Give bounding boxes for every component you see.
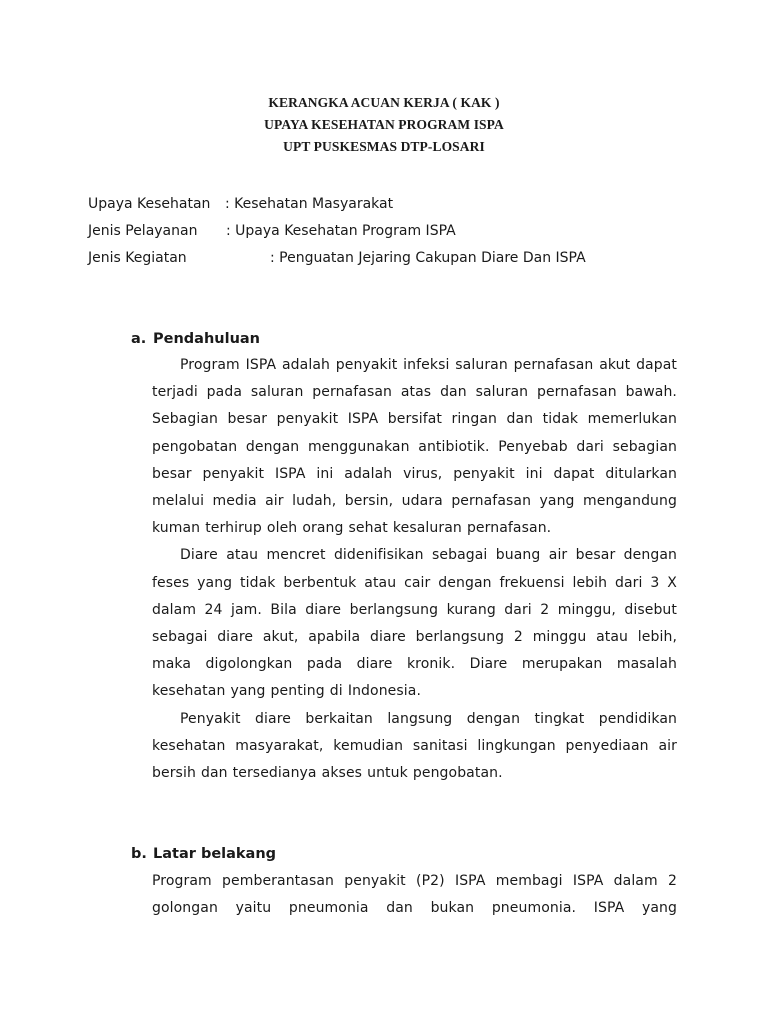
meta-info-block: [88, 191, 728, 272]
meta-row-jenis-kegiatan: [88, 245, 728, 272]
document-title-line-1: KERANGKA ACUAN KERJA ( KAK ): [268, 95, 500, 110]
section-a-marker: a.: [131, 331, 147, 347]
document-title-line-3: UPT PUSKESMAS DTP-LOSARI: [283, 139, 485, 154]
paragraph-ispa: Program ISPA adalah penyakit infeksi saluran pernafasan akut dapat terjadi pada saluran pernafasan atas dan saluran pernafasan bawah. Sebagian besar penyakit ISPA bersifat ringan dan tidak memerlukan pengobatan dengan menggunakan antibiotik. Penyebab dari sebagian besar penyakit ISPA ini adalah virus, penyakit ini dapat ditularkan melalui media air ludah, bersin, udara pernafasan yang mengandung kuman terhirup oleh orang sehat kesaluran pernafasan.: [152, 357, 677, 537]
meta-row-jenis-pelayanan: [88, 218, 728, 245]
paragraph-penyakit-diare: Penyakit diare berkaitan langsung dengan tingkat pendidikan kesehatan masyarakat, kemudian sanitasi lingkungan penyediaan air bersih dan tersedianya akses untuk pengobatan.: [152, 710, 677, 782]
upaya-value: : Kesehatan Masyarakat: [225, 196, 394, 212]
section-a-title: Pendahuluan: [153, 331, 260, 347]
jenis-pelayanan-value: : Upaya Kesehatan Program ISPA: [226, 223, 456, 239]
paragraph-p2-ispa: Program pemberantasan penyakit (P2) ISPA membagi ISPA dalam 2 golongan yaitu pneumonia dan bukan pneumonia. ISPA yang: [152, 873, 677, 917]
jenis-kegiatan-label: Jenis Kegiatan: [88, 250, 187, 266]
section-b-title: Latar belakang: [153, 846, 277, 862]
paragraph-diare: Diare atau mencret didenifisikan sebagai buang air besar dengan feses yang tidak berbentuk atau cair dengan frekuensi lebih dari 3 X dalam 24 jam. Bila diare berlangsung kurang dari 2 minggu, disebut sebagai diare akut, apabila diare berlangsung 2 minggu atau lebih, maka digolongkan pada diare kronik. Diare merupakan masalah kesehatan yang penting di Indonesia.: [152, 547, 677, 700]
jenis-pelayanan-label: Jenis Pelayanan: [88, 223, 198, 239]
document-title-line-2: UPAYA KESEHATAN PROGRAM ISPA: [264, 117, 504, 132]
meta-row-upaya: [88, 191, 728, 218]
jenis-kegiatan-value: : Penguatan Jejaring Cakupan Diare Dan ISPA: [270, 250, 586, 266]
section-a-body: [152, 352, 677, 787]
section-b-marker: b.: [131, 846, 147, 862]
section-b-body: [152, 868, 677, 922]
upaya-label: Upaya Kesehatan: [88, 196, 211, 212]
